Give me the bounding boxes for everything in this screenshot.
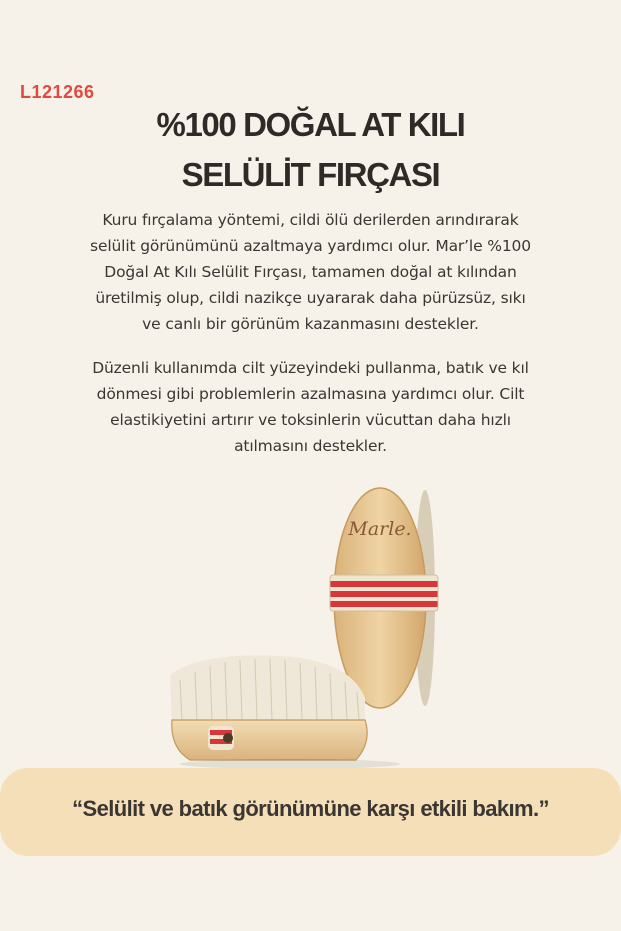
description-paragraph-2 [55,355,566,459]
text-line: atılmasını destekler. [234,437,387,455]
text-line: ve canlı bir görünüm kazanmasını destekler. [142,315,479,333]
text-line: selülit görünümünü azaltmaya yardımcı olur. Mar’le %100 [90,237,531,255]
text-line: dönmesi gibi problemlerin azalmasına yardımcı olur. Cilt [96,385,525,403]
text-line: Kuru fırçalama yöntemi, cildi ölü derilerden arındırarak [102,211,519,229]
text-line: Doğal At Kılı Selülit Fırçası, tamamen doğal at kılından [104,263,517,281]
product-code: L121266 [20,82,95,102]
title-line-1: %100 DOĞAL AT KILI [156,106,465,143]
text-line: elastikiyetini artırır ve toksinlerin vücuttan daha hızlı [110,411,511,429]
text-line: üretilmiş olup, cildi nazikçe uyararak daha pürüzsüz, sıkı [95,289,526,307]
brush-product-image [160,480,460,770]
lying-brush [170,655,367,760]
text-line: Düzenli kullanımda cilt yüzeyindeki pullanma, batık ve kıl [92,359,529,377]
title-line-2: SELÜLİT FIRÇASI [181,156,440,193]
page-title [0,100,621,200]
tagline-quote: “Selülit ve batık görünümüne karşı etkili bakım.” [72,796,549,821]
description-paragraph-1 [55,207,566,337]
brush-logo: Marle. [348,518,412,540]
